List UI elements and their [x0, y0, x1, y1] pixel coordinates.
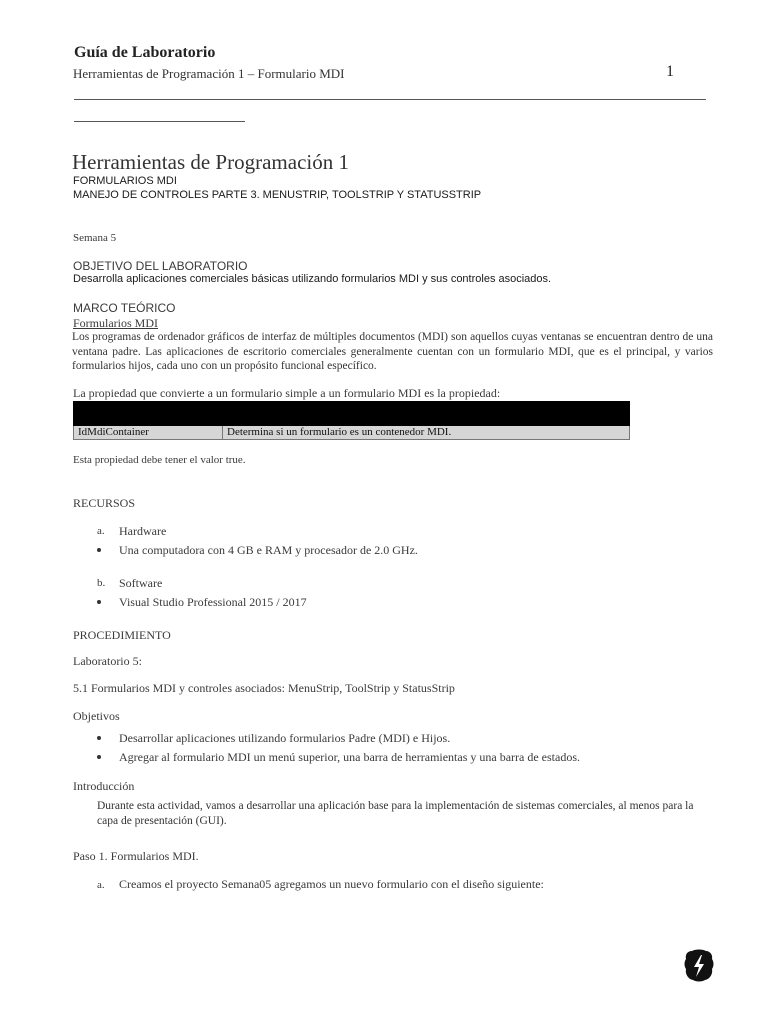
procedure-heading: PROCEDIMIENTO: [73, 628, 171, 642]
lab-label: Laboratorio 5:: [73, 654, 142, 668]
guide-title: Guía de Laboratorio: [74, 44, 216, 61]
list-item: Agregar al formulario MDI un menú superior, una barra de herramientas y una barra de estados.: [119, 750, 581, 764]
property-description-cell: Determina si un formulario es un contenedor MDI.: [223, 426, 630, 440]
theory-subheading: Formularios MDI: [73, 316, 158, 330]
software-marker: b.: [97, 577, 106, 589]
hardware-label: Hardware: [119, 524, 167, 538]
theory-heading: MARCO TEÓRICO: [73, 301, 176, 315]
objective-text: Desarrolla aplicaciones comerciales básicas utilizando formularios MDI y sus controles asociados.: [73, 273, 552, 285]
property-table: [73, 401, 630, 440]
bullet-icon: [97, 548, 101, 552]
intro-heading: Introducción: [73, 779, 135, 793]
list-item: Desarrollar aplicaciones utilizando formularios Padre (MDI) e Hijos.: [119, 731, 451, 745]
theory-paragraph: Los programas de ordenador gráficos de interfaz de múltiples documentos (MDI) son aquellos cuyas ventanas se encuentran dentro de una ventana padre. Las aplicaciones de escritorio comerciales generalmente cuentan con un formulario MDI, que es el principal, y varios formularios hijos, cada uno con un propósito funcional específico.: [72, 331, 713, 372]
hardware-marker: a.: [97, 525, 105, 537]
objective-heading: OBJETIVO DEL LABORATORIO: [73, 259, 248, 273]
property-note: Esta propiedad debe tener el valor true.: [73, 454, 246, 466]
software-item: Visual Studio Professional 2015 / 2017: [119, 595, 307, 609]
document-subtitle-2: MANEJO DE CONTROLES PARTE 3. MENUSTRIP, TOOLSTRIP Y STATUSSTRIP: [73, 189, 482, 201]
header-rule: [74, 99, 706, 100]
lab-section: 5.1 Formularios MDI y controles asociados: MenuStrip, ToolStrip y StatusStrip: [73, 681, 455, 695]
hardware-item: Una computadora con 4 GB e RAM y procesador de 2.0 GHz.: [119, 543, 418, 557]
step1-heading: Paso 1. Formularios MDI.: [73, 849, 199, 863]
document-title: Herramientas de Programación 1: [72, 150, 349, 174]
property-table-header-cell: [74, 402, 223, 426]
property-intro: La propiedad que convierte a un formulario simple a un formulario MDI es la propiedad:: [73, 386, 501, 400]
bullet-icon: [97, 755, 101, 759]
resources-heading: RECURSOS: [73, 496, 136, 510]
document-subtitle-1: FORMULARIOS MDI: [73, 175, 177, 187]
page-number: 1: [666, 63, 674, 80]
header-rule-short: [74, 121, 245, 122]
step1-item: Creamos el proyecto Semana05 agregamos un nuevo formulario con el diseño siguiente:: [119, 877, 544, 891]
step1-marker: a.: [97, 879, 105, 891]
software-label: Software: [119, 576, 163, 590]
week-label: Semana 5: [73, 232, 117, 244]
bullet-icon: [97, 736, 101, 740]
property-name-cell: IdMdiContainer: [74, 426, 223, 440]
table-row: [74, 426, 630, 440]
intro-paragraph: Durante esta actividad, vamos a desarrollar una aplicación base para la implementación de sistemas comerciales, al menos para la capa de presentación (GUI).: [97, 800, 694, 827]
property-table-header-cell: [223, 402, 630, 426]
bullet-icon: [97, 600, 101, 604]
header-subtitle: Herramientas de Programación 1 – Formulario MDI: [73, 66, 345, 81]
property-table-header: [74, 402, 630, 426]
brand-logo-icon: [683, 949, 715, 983]
objectives-heading: Objetivos: [73, 709, 120, 723]
